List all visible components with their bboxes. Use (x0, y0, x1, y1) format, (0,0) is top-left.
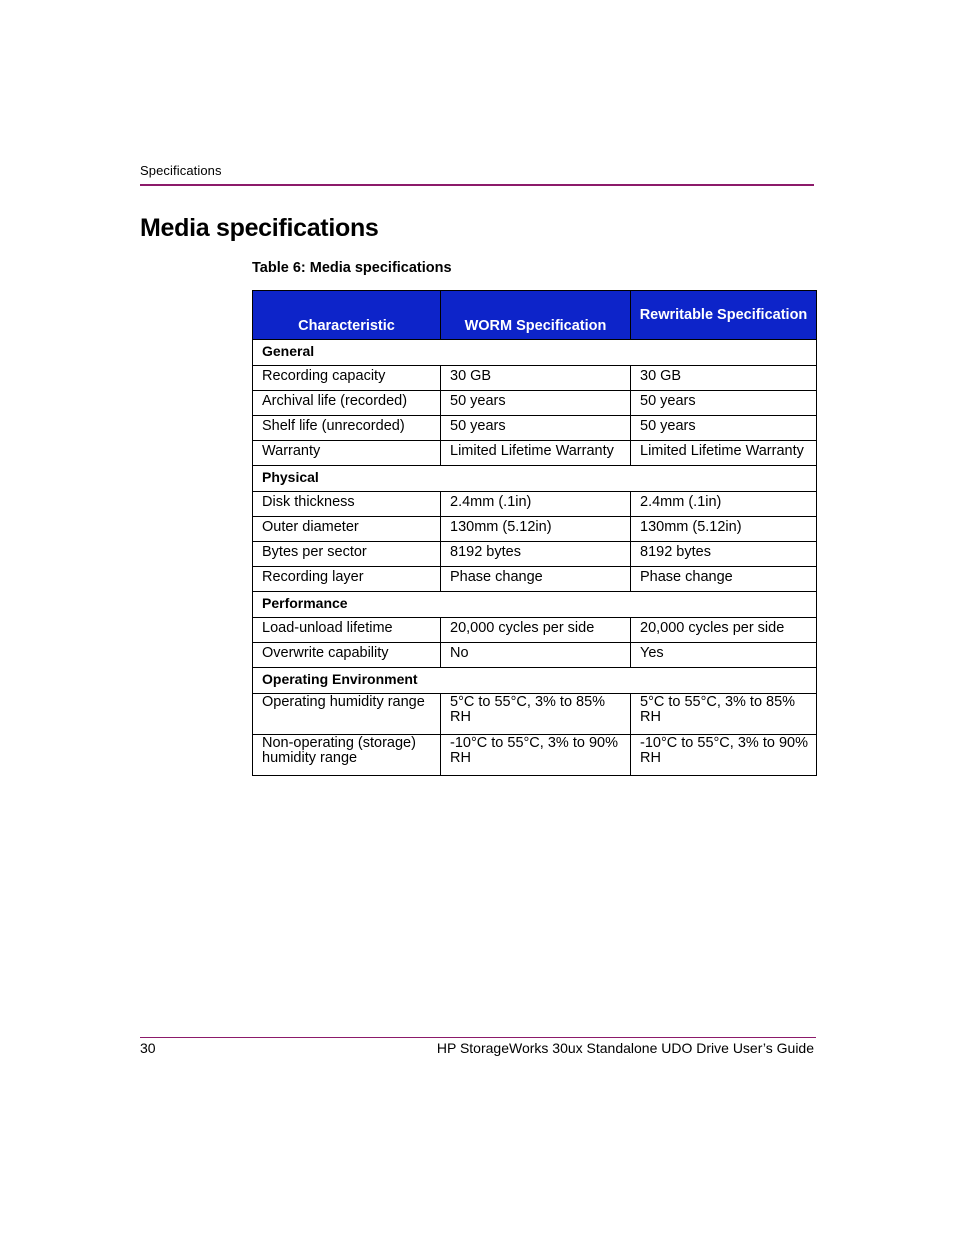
table-cell: Yes (631, 643, 817, 668)
table-cell: Archival life (recorded) (253, 391, 441, 416)
section-row-performance (253, 592, 817, 618)
table-row (253, 366, 817, 391)
column-header-rewritable: Rewritable Specification (631, 291, 817, 340)
table-row (253, 391, 817, 416)
table-cell: Recording capacity (253, 366, 441, 391)
table-cell: 130mm (5.12in) (441, 517, 631, 542)
table-row (253, 694, 817, 735)
table-cell: 8192 bytes (631, 542, 817, 567)
table-cell: No (441, 643, 631, 668)
table-row (253, 492, 817, 517)
section-row-physical (253, 466, 817, 492)
table-cell: 20,000 cycles per side (631, 618, 817, 643)
table-cell: Limited Lifetime Warranty (441, 441, 631, 466)
section-label: Operating Environment (253, 668, 817, 694)
table-cell: 2.4mm (.1in) (441, 492, 631, 517)
table-cell: Limited Lifetime Warranty (631, 441, 817, 466)
table-cell: Disk thickness (253, 492, 441, 517)
book-title: HP StorageWorks 30ux Standalone UDO Drive User’s Guide (436, 1040, 814, 1056)
table-cell: Shelf life (unrecorded) (253, 416, 441, 441)
section-row-general (253, 340, 817, 366)
section-label: Physical (253, 466, 817, 492)
table-row (253, 542, 817, 567)
section-label: Performance (253, 592, 817, 618)
section-row-operating-environment (253, 668, 817, 694)
page-number: 30 (140, 1040, 156, 1056)
table-cell: 20,000 cycles per side (441, 618, 631, 643)
table-cell: 8192 bytes (441, 542, 631, 567)
table-cell: 30 GB (631, 366, 817, 391)
table-cell: Load-unload lifetime (253, 618, 441, 643)
footer-rule (140, 1037, 816, 1038)
table-cell: 50 years (631, 416, 817, 441)
header-rule (140, 184, 814, 186)
table-cell: Operating humidity range (253, 694, 441, 735)
table-header-row (253, 291, 817, 340)
table-cell: -10°C to 55°C, 3% to 90% RH (441, 735, 631, 776)
table-cell: Recording layer (253, 567, 441, 592)
table-cell: Warranty (253, 441, 441, 466)
table-row (253, 517, 817, 542)
table-cell: 50 years (631, 391, 817, 416)
table-cell: 50 years (441, 416, 631, 441)
table-row (253, 618, 817, 643)
page-title: Media specifications (140, 214, 379, 242)
table-row (253, 735, 817, 776)
table-cell: 130mm (5.12in) (631, 517, 817, 542)
table-cell: 5°C to 55°C, 3% to 85% RH (441, 694, 631, 735)
table-cell: -10°C to 55°C, 3% to 90% RH (631, 735, 817, 776)
column-header-worm: WORM Specification (441, 291, 631, 340)
table-caption: Table 6: Media specifications (252, 260, 452, 276)
table-cell: Outer diameter (253, 517, 441, 542)
table-cell: Phase change (441, 567, 631, 592)
table-row (253, 567, 817, 592)
table-cell: Overwrite capability (253, 643, 441, 668)
table-row (253, 643, 817, 668)
running-head: Specifications (140, 163, 222, 178)
table-cell: 2.4mm (.1in) (631, 492, 817, 517)
table-cell: Non-operating (storage) humidity range (253, 735, 441, 776)
table-cell: 50 years (441, 391, 631, 416)
column-header-characteristic: Characteristic (253, 291, 441, 340)
table-cell: Phase change (631, 567, 817, 592)
table-row (253, 416, 817, 441)
section-label: General (253, 340, 817, 366)
table-cell: 5°C to 55°C, 3% to 85% RH (631, 694, 817, 735)
table-cell: Bytes per sector (253, 542, 441, 567)
media-spec-table-wrapper (252, 290, 817, 776)
media-spec-table (252, 290, 817, 776)
table-cell: 30 GB (441, 366, 631, 391)
table-row (253, 441, 817, 466)
